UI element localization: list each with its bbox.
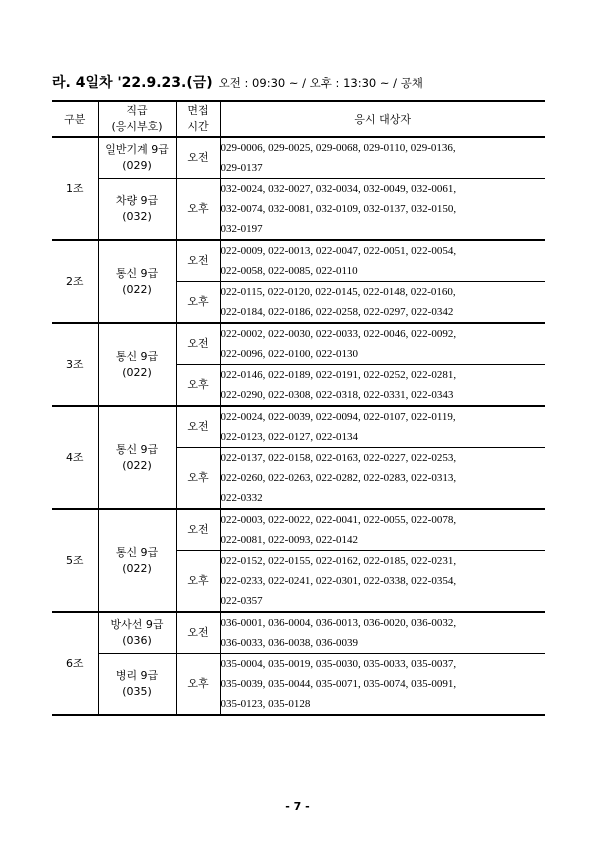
applicant-code-line: 029-0137 bbox=[220, 162, 263, 174]
table-row bbox=[52, 179, 545, 241]
grade-name: 차량 9급 bbox=[115, 194, 159, 207]
applicant-code-line: 036-0001, 036-0004, 036-0013, 036-0020, 036-0032, bbox=[220, 617, 457, 629]
applicant-code-line: 022-0081, 022-0093, 022-0142 bbox=[220, 534, 358, 546]
applicant-code-line: 022-0096, 022-0100, 022-0130 bbox=[220, 348, 358, 360]
grade-name: 통신 9급 bbox=[115, 349, 159, 363]
grade-code: (022) bbox=[122, 282, 152, 296]
header-grade-label: 직급 bbox=[126, 104, 148, 117]
applicant-code-line: 032-0197 bbox=[220, 223, 263, 235]
applicant-code-line: 029-0006, 029-0025, 029-0068, 029-0110, 029-0136, bbox=[220, 142, 456, 154]
applicant-codes bbox=[220, 323, 545, 365]
applicant-code-line: 022-0024, 022-0039, 022-0094, 022-0107, 022-0119, bbox=[220, 411, 456, 423]
session-time: 오후 bbox=[176, 179, 220, 241]
applicant-codes bbox=[220, 448, 545, 510]
applicant-code-line: 022-0058, 022-0085, 022-0110 bbox=[220, 265, 358, 277]
table-row bbox=[52, 612, 545, 654]
applicant-codes bbox=[220, 365, 545, 407]
applicant-code-line: 032-0024, 032-0027, 032-0034, 032-0049, 032-0061, bbox=[220, 183, 457, 195]
header-grade-sub: (응시부호) bbox=[111, 120, 163, 133]
header-time-sub: 시간 bbox=[187, 120, 209, 133]
table-row bbox=[52, 137, 545, 179]
header-targets: 응시 대상자 bbox=[220, 101, 545, 137]
section-schedule-detail: 오전 : 09:30 ~ / 오후 : 13:30 ~ / 공채 bbox=[218, 76, 423, 90]
session-time: 오후 bbox=[176, 365, 220, 407]
section-title: 라. 4일차 '22.9.23.(금) bbox=[52, 75, 213, 91]
header-time-label: 면접 bbox=[187, 104, 209, 117]
grade-code: (036) bbox=[122, 634, 152, 647]
table-header-row bbox=[52, 101, 545, 137]
header-group: 구분 bbox=[52, 101, 98, 137]
applicant-code-line: 022-0260, 022-0263, 022-0282, 022-0283, 022-0313, bbox=[220, 472, 457, 484]
session-time: 오후 bbox=[176, 448, 220, 510]
table-row bbox=[52, 323, 545, 365]
group-3 bbox=[52, 323, 545, 406]
applicant-codes bbox=[220, 551, 545, 613]
applicant-code-line: 035-0123, 035-0128 bbox=[220, 698, 311, 710]
session-time: 오후 bbox=[176, 282, 220, 324]
grade-cell bbox=[98, 612, 176, 654]
applicant-code-line: 022-0290, 022-0308, 022-0318, 022-0331, 022-0343 bbox=[220, 389, 454, 401]
applicant-code-line: 022-0003, 022-0022, 022-0041, 022-0055, 022-0078, bbox=[220, 514, 457, 526]
grade-code: (032) bbox=[122, 210, 152, 223]
applicant-code-line: 022-0184, 022-0186, 022-0258, 022-0297, 022-0342 bbox=[220, 306, 454, 318]
grade-cell bbox=[98, 509, 176, 612]
group-5 bbox=[52, 509, 545, 612]
group-label: 5조 bbox=[52, 509, 98, 612]
group-label: 1조 bbox=[52, 137, 98, 240]
grade-cell bbox=[98, 137, 176, 179]
grade-name: 방사선 9급 bbox=[110, 618, 164, 631]
applicant-code-line: 022-0152, 022-0155, 022-0162, 022-0185, 022-0231, bbox=[220, 555, 457, 567]
grade-name: 일반기계 9급 bbox=[105, 143, 169, 156]
applicant-codes bbox=[220, 509, 545, 551]
page-number: - 7 - bbox=[285, 800, 310, 813]
applicant-code-line: 035-0004, 035-0019, 035-0030, 035-0033, 035-0037, bbox=[220, 658, 457, 670]
group-label: 2조 bbox=[52, 240, 98, 323]
section-heading bbox=[52, 72, 423, 92]
applicant-code-line: 036-0033, 036-0038, 036-0039 bbox=[220, 637, 358, 649]
grade-name: 통신 9급 bbox=[115, 442, 159, 456]
applicant-code-line: 035-0039, 035-0044, 035-0071, 035-0074, 035-0091, bbox=[220, 678, 457, 690]
grade-code: (029) bbox=[122, 159, 152, 172]
applicant-codes bbox=[220, 240, 545, 282]
grade-cell bbox=[98, 323, 176, 406]
applicant-code-line: 022-0146, 022-0189, 022-0191, 022-0252, 022-0281, bbox=[220, 369, 457, 381]
session-time: 오전 bbox=[176, 240, 220, 282]
grade-code: (035) bbox=[122, 685, 152, 698]
grade-cell bbox=[98, 179, 176, 241]
group-label: 6조 bbox=[52, 612, 98, 715]
header-grade bbox=[98, 101, 176, 137]
table-row bbox=[52, 654, 545, 716]
applicant-codes bbox=[220, 612, 545, 654]
applicant-codes bbox=[220, 282, 545, 324]
applicant-code-line: 022-0009, 022-0013, 022-0047, 022-0051, 022-0054, bbox=[220, 245, 457, 257]
table-row bbox=[52, 509, 545, 551]
applicant-code-line: 022-0123, 022-0127, 022-0134 bbox=[220, 431, 358, 443]
grade-name: 통신 9급 bbox=[115, 266, 159, 280]
table-row bbox=[52, 240, 545, 282]
grade-cell bbox=[98, 406, 176, 509]
session-time: 오전 bbox=[176, 612, 220, 654]
header-time bbox=[176, 101, 220, 137]
group-label: 3조 bbox=[52, 323, 98, 406]
grade-cell bbox=[98, 654, 176, 716]
applicant-code-line: 022-0332 bbox=[220, 492, 263, 504]
grade-cell bbox=[98, 240, 176, 323]
session-time: 오전 bbox=[176, 137, 220, 179]
grade-code: (022) bbox=[122, 458, 152, 472]
applicant-code-line: 022-0002, 022-0030, 022-0033, 022-0046, 022-0092, bbox=[220, 328, 457, 340]
applicant-code-line: 022-0115, 022-0120, 022-0145, 022-0148, 022-0160, bbox=[220, 286, 456, 298]
grade-name: 병리 9급 bbox=[115, 669, 159, 682]
applicant-codes bbox=[220, 137, 545, 179]
applicant-code-line: 022-0357 bbox=[220, 595, 263, 607]
applicant-codes bbox=[220, 654, 545, 716]
applicant-code-line: 022-0233, 022-0241, 022-0301, 022-0338, 022-0354, bbox=[220, 575, 457, 587]
group-4 bbox=[52, 406, 545, 509]
applicant-code-line: 032-0074, 032-0081, 032-0109, 032-0137, 032-0150, bbox=[220, 203, 457, 215]
session-time: 오전 bbox=[176, 509, 220, 551]
session-time: 오전 bbox=[176, 323, 220, 365]
table-row bbox=[52, 406, 545, 448]
grade-name: 통신 9급 bbox=[115, 545, 159, 559]
applicant-codes bbox=[220, 179, 545, 241]
interview-schedule-table bbox=[52, 100, 545, 716]
session-time: 오후 bbox=[176, 551, 220, 613]
session-time: 오전 bbox=[176, 406, 220, 448]
group-6 bbox=[52, 612, 545, 715]
applicant-codes bbox=[220, 406, 545, 448]
group-1 bbox=[52, 137, 545, 240]
grade-code: (022) bbox=[122, 365, 152, 379]
group-2 bbox=[52, 240, 545, 323]
session-time: 오후 bbox=[176, 654, 220, 716]
group-label: 4조 bbox=[52, 406, 98, 509]
grade-code: (022) bbox=[122, 561, 152, 575]
applicant-code-line: 022-0137, 022-0158, 022-0163, 022-0227, 022-0253, bbox=[220, 452, 457, 464]
